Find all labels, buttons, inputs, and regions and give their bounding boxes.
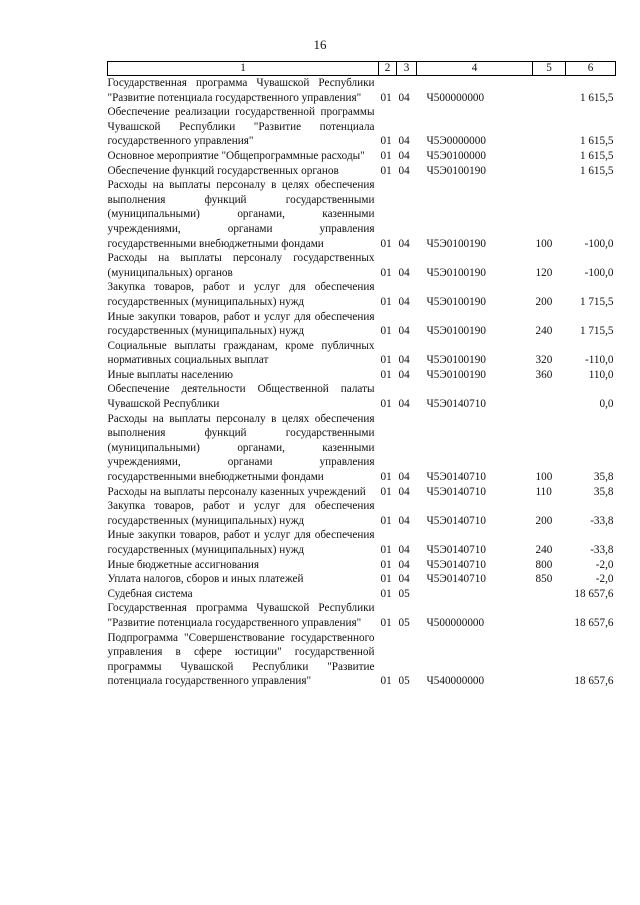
cell-section: 01 xyxy=(380,398,392,411)
cell-amount: -2,0 xyxy=(595,573,614,586)
cell-subsection: 04 xyxy=(398,295,410,308)
cell-target-code: Ч5Э0100190 xyxy=(426,237,486,250)
cell-section: 01 xyxy=(380,149,392,162)
cell-subsection: 05 xyxy=(398,616,410,629)
cell-amount: 18 657,6 xyxy=(574,675,614,688)
cell-target-code: Ч540000000 xyxy=(426,675,485,688)
cell-amount: -2,0 xyxy=(595,558,614,571)
cell-section: 01 xyxy=(380,354,392,367)
cell-subsection: 04 xyxy=(398,471,410,484)
cell-subsection: 05 xyxy=(398,675,410,688)
cell-subsection: 04 xyxy=(398,354,410,367)
cell-expense-type xyxy=(533,105,566,149)
table-row xyxy=(108,339,616,368)
table-row xyxy=(108,558,616,573)
cell-subsection: 04 xyxy=(398,573,410,586)
cell-expense-type: 100 xyxy=(535,471,553,484)
cell-section: 01 xyxy=(380,325,392,338)
cell-expense-type: 850 xyxy=(535,573,553,586)
cell-amount: 1 615,5 xyxy=(579,149,614,162)
table-row xyxy=(108,528,616,557)
cell-name: Иные выплаты населению xyxy=(107,368,233,381)
cell-subsection: 04 xyxy=(398,544,410,556)
cell-section: 01 xyxy=(380,471,392,484)
cell-name: Государственная программа Чувашской Республики "Развитие потенциала государственного управления" xyxy=(107,77,375,104)
cell-subsection: 04 xyxy=(398,149,410,162)
table-row xyxy=(108,164,616,179)
cell-amount: -110,0 xyxy=(585,354,614,367)
cell-amount: 0,0 xyxy=(599,398,614,411)
cell-subsection: 05 xyxy=(398,587,410,600)
cell-name: Государственная программа Чувашской Республики "Развитие потенциала государственного управления" xyxy=(107,602,375,629)
budget-table xyxy=(107,61,616,689)
table-row xyxy=(108,105,616,149)
cell-name: Иные закупки товаров, работ и услуг для обеспечения государственных (муниципальных) нужд xyxy=(107,310,375,338)
cell-section: 01 xyxy=(380,514,392,527)
table-row xyxy=(108,601,616,630)
cell-subsection: 04 xyxy=(398,485,410,498)
cell-target-code: Ч5Э0100190 xyxy=(426,368,486,381)
table-row xyxy=(108,572,616,587)
cell-name: Судебная система xyxy=(107,587,193,600)
cell-section: 01 xyxy=(380,135,392,148)
cell-target-code: Ч5Э0100000 xyxy=(426,149,486,162)
cell-section: 01 xyxy=(380,544,392,556)
cell-expense-type: 240 xyxy=(535,325,553,338)
cell-subsection: 04 xyxy=(398,558,410,571)
header-row xyxy=(108,62,616,76)
cell-section: 01 xyxy=(380,91,392,104)
cell-expense-type xyxy=(533,631,566,689)
cell-target-code: Ч5Э0140710 xyxy=(426,514,486,527)
cell-section: 01 xyxy=(380,295,392,308)
cell-target-code: Ч5Э0100190 xyxy=(426,266,486,279)
table-row xyxy=(108,149,616,164)
table-row xyxy=(108,368,616,383)
cell-name: Закупка товаров, работ и услуг для обеспечения государственных (муниципальных) нужд xyxy=(107,500,375,527)
cell-target-code: Ч5Э0100190 xyxy=(426,354,486,367)
cell-section: 01 xyxy=(380,266,392,279)
cell-subsection: 04 xyxy=(398,237,410,250)
cell-name: Обеспечение функций государственных органов xyxy=(107,164,339,177)
page-number: 16 xyxy=(313,37,327,52)
cell-expense-type xyxy=(533,382,566,411)
header-cell-amount: 6 xyxy=(566,62,616,76)
cell-expense-type: 110 xyxy=(535,485,552,498)
cell-amount: 1 615,5 xyxy=(579,164,614,177)
table-row xyxy=(108,178,616,251)
cell-target-code: Ч5Э0140710 xyxy=(426,544,486,556)
cell-amount: -33,8 xyxy=(590,514,614,527)
cell-name: Расходы на выплаты персоналу казенных учреждений xyxy=(107,485,366,498)
cell-expense-type: 360 xyxy=(535,368,553,381)
cell-amount: 1 715,5 xyxy=(579,325,614,338)
cell-subsection: 04 xyxy=(398,164,410,177)
cell-expense-type xyxy=(533,149,566,164)
cell-subsection: 04 xyxy=(398,135,410,148)
header-cell-section: 2 xyxy=(379,62,397,76)
cell-expense-type: 800 xyxy=(535,558,553,571)
cell-name: Расходы на выплаты персоналу государственных (муниципальных) органов xyxy=(107,252,375,279)
cell-section: 01 xyxy=(380,558,392,571)
cell-target-code xyxy=(417,587,533,602)
table-row xyxy=(108,382,616,411)
cell-name: Подпрограмма "Совершенствование государственного управления в сфере юстиции" государственной программы Чувашской Республики "Развитие потенциала государственного управления" xyxy=(107,631,375,688)
cell-target-code: Ч5Э0140710 xyxy=(426,558,486,571)
cell-name: Расходы на выплаты персоналу в целях обеспечения выполнения функций государственными (муниципальными) органами, казенными учреждениями, органами управления государственными внебюджетными фондами xyxy=(107,412,375,484)
cell-subsection: 04 xyxy=(398,514,410,527)
cell-subsection: 04 xyxy=(398,266,410,279)
cell-target-code: Ч5Э0140710 xyxy=(426,573,486,586)
cell-expense-type: 200 xyxy=(535,514,553,527)
cell-amount: 18 657,6 xyxy=(574,616,614,629)
cell-section: 01 xyxy=(380,485,392,498)
cell-amount: -100,0 xyxy=(584,237,614,250)
cell-name: Расходы на выплаты персоналу в целях обеспечения выполнения функций государственными (муниципальными) органами, казенными учреждениями, органами управления государственными внебюджетными фондами xyxy=(107,179,375,250)
cell-section: 01 xyxy=(380,587,392,600)
cell-name: Обеспечение реализации государственной программы Чувашской Республики "Развитие потенциала государственного управления" xyxy=(107,106,375,148)
cell-expense-type xyxy=(533,164,566,179)
cell-target-code: Ч5Э0140710 xyxy=(426,398,486,411)
cell-name: Социальные выплаты гражданам, кроме публичных нормативных социальных выплат xyxy=(107,339,375,367)
cell-target-code: Ч5Э0100190 xyxy=(426,325,486,338)
table-row xyxy=(108,631,616,689)
header-cell-subsection: 3 xyxy=(397,62,417,76)
cell-section: 01 xyxy=(380,237,392,250)
cell-amount: 18 657,6 xyxy=(574,587,614,600)
cell-expense-type xyxy=(533,601,566,630)
cell-name: Иные бюджетные ассигнования xyxy=(107,558,259,571)
cell-expense-type: 320 xyxy=(535,354,553,367)
table-row xyxy=(108,587,616,602)
cell-name: Закупка товаров, работ и услуг для обеспечения государственных (муниципальных) нужд xyxy=(107,281,375,308)
cell-section: 01 xyxy=(380,616,392,629)
cell-amount: 35,8 xyxy=(593,471,614,484)
cell-target-code: Ч5Э0140710 xyxy=(426,485,486,498)
cell-subsection: 04 xyxy=(398,91,410,104)
cell-amount: 35,8 xyxy=(593,485,614,498)
table-row xyxy=(108,485,616,500)
cell-expense-type xyxy=(533,76,566,106)
cell-target-code: Ч5Э0140710 xyxy=(426,471,486,484)
cell-section: 01 xyxy=(380,675,392,688)
cell-name: Иные закупки товаров, работ и услуг для обеспечения государственных (муниципальных) нужд xyxy=(107,529,375,556)
header-cell-name: 1 xyxy=(108,62,379,76)
cell-section: 01 xyxy=(380,573,392,586)
table-row xyxy=(108,76,616,106)
cell-target-code: Ч500000000 xyxy=(426,616,485,629)
cell-subsection: 04 xyxy=(398,398,410,411)
cell-expense-type: 240 xyxy=(535,544,553,556)
table-row xyxy=(108,412,616,485)
cell-amount: 110,0 xyxy=(588,368,614,381)
cell-name: Основное мероприятие "Общепрограммные расходы" xyxy=(107,149,365,162)
header-cell-target-code: 4 xyxy=(417,62,533,76)
cell-target-code: Ч5Э0100190 xyxy=(426,295,486,308)
table-row xyxy=(108,251,616,280)
table-row xyxy=(108,310,616,339)
cell-name: Уплата налогов, сборов и иных платежей xyxy=(107,573,304,586)
cell-target-code: Ч5Э0000000 xyxy=(426,135,486,148)
cell-subsection: 04 xyxy=(398,325,410,338)
cell-expense-type: 200 xyxy=(535,295,553,308)
cell-amount: 1 615,5 xyxy=(579,135,614,148)
table-body xyxy=(108,76,616,689)
cell-amount: 1 715,5 xyxy=(579,295,614,308)
header-cell-expense-type: 5 xyxy=(533,62,566,76)
table-row xyxy=(108,499,616,528)
cell-target-code: Ч500000000 xyxy=(426,91,485,104)
cell-amount: 1 615,5 xyxy=(579,91,614,104)
cell-name: Обеспечение деятельности Общественной палаты Чувашской Республики xyxy=(107,383,375,411)
cell-expense-type: 120 xyxy=(535,266,553,279)
table-row xyxy=(108,280,616,309)
cell-amount: -100,0 xyxy=(584,266,614,279)
cell-expense-type xyxy=(533,587,566,602)
cell-expense-type: 100 xyxy=(535,237,553,250)
cell-amount: -33,8 xyxy=(590,544,614,556)
cell-target-code: Ч5Э0100190 xyxy=(426,164,486,177)
cell-section: 01 xyxy=(380,164,392,177)
cell-section: 01 xyxy=(380,368,392,381)
cell-subsection: 04 xyxy=(398,368,410,381)
